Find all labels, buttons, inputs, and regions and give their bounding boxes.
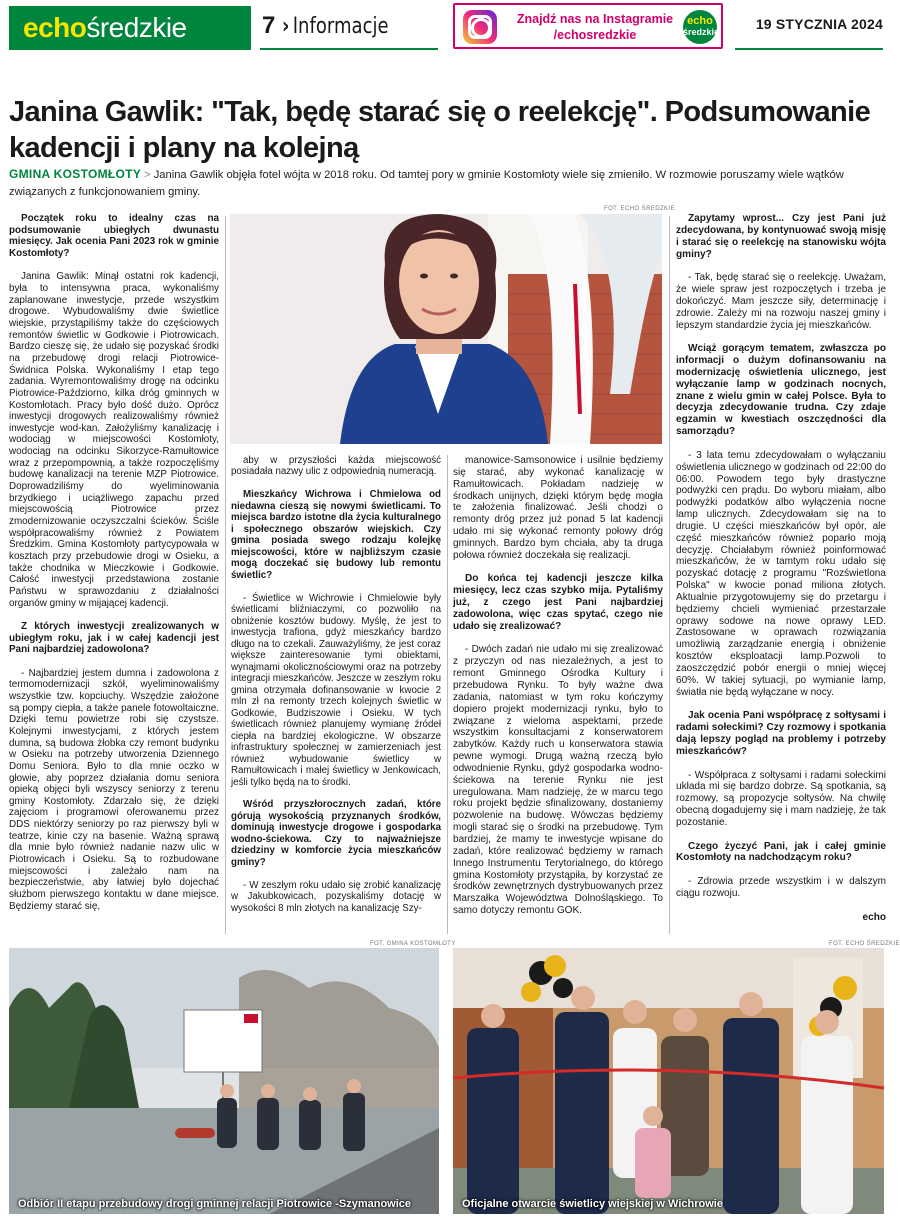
interview-question: Z których inwestycji zrealizowanych w ubiegłym roku, jak i w całej kadencji jest Pani najbardziej zadowolona? — [9, 620, 219, 656]
interview-question: Wciąż gorącym tematem, zwłaszcza po informacji o dużym dofinansowaniu na modernizację oświetlenia ulicznego, jest wyłączanie lamp w godzinach nocnych, znane z wielu gmin w całej Polsce. Była to decyzja zdecydowanie trudna. Czy zdaje egzamin w kwestiach oszczędności dla samorządu? — [676, 343, 886, 438]
section-label: Informacje — [292, 14, 389, 39]
header-rule-right — [735, 48, 883, 50]
interview-question: Początek roku to idealny czas na podsumowanie ubiegłych dwunastu miesięcy. Jak ocenia Pani 2023 rok w gminie Kostomłoty? — [9, 213, 219, 259]
interview-answer: - Dwóch zadań nie udało mi się zrealizować z przyczyn od nas niezależnych, a jest to remont Gminnego Ośrodka Kultury i przebudowa Rynku. To były ważne dwa zadania, natomiast w tym roku kończymy dopiero projekt modernizacji rynku, było to związane z wieloma aspektami, przede wszystkim konsultacjami z konserwatorem zabytków. Każdy ruch u konserwatora stawia pewne wymogi. Drugą ważną rzeczą było odwodnienie Rynku, gdyż gospodarka wodno-ściekowa na terenie Rynku nie jest uregulowana. Mam nadzieję, że w marcu tego roku projekt będzie sfinalizowany, dostaniemy pozwolenie na budowę. Wówczas będziemy mogli starać się o środki na przebudowę. Tym bardziej, że mamy te inwestycje wpisane do zadań, które realizować będziemy w ramach Innego Instrumentu Terytorialnego, do którego gmina Kostomłoty przystąpiła, by korzystać ze środków zewnętrznych dystrybuowanych przez Marszałka Województwa Dolnośląskiego. To samo dotyczy remontu GOK. — [453, 644, 663, 917]
chevron-right-icon: › — [282, 14, 290, 39]
interview-question: Jak ocenia Pani współpracę z sołtysami i radami sołeckimi? Czy rozmowy i spotkania dają lepszy pogląd na problemy i potrzeby mieszkańców? — [676, 710, 886, 757]
header-rule-left — [260, 48, 438, 50]
portrait-illustration — [230, 214, 662, 444]
instagram-text — [509, 11, 681, 43]
article-column-3 — [453, 455, 663, 929]
instagram-line1: Znajdź nas na Instagramie — [516, 12, 674, 26]
chevron-right-icon: > — [144, 169, 151, 181]
column-divider — [447, 455, 448, 934]
instagram-handle[interactable]: /echosredzkie — [553, 28, 637, 42]
hall-photo-caption: Oficjalne otwarcie świetlicy wiejskiej w Wichrowie — [462, 1198, 723, 1210]
road-illustration — [9, 948, 439, 1214]
interview-question: Do końca tej kadencji jeszcze kilka miesięcy, lecz czas szybko mija. Pytaliśmy już, z czego jest Pani najbardziej zadowolona, więc czas spytać, czego nie udało się zrealizować? — [453, 573, 663, 632]
hall-illustration — [453, 948, 884, 1214]
lead-text: Janina Gawlik objęła fotel wójta w 2018 roku. Od tamtej pory w gminie Kostomłoty wiele się zmieniło. W rozmowie poruszamy wiele wątków związanych z funkcjonowaniem gminy. — [9, 169, 844, 198]
interview-answer: - Tak, będę starać się o reelekcję. Uważam, że wiele spraw jest rozpoczętych i trzeba je dokończyć. Mam jeszcze siły, determinację i zdrowie. Zależy mi na rozwoju naszej gminy i lepszym standardzie życia jej mieszkańców. — [676, 272, 886, 331]
article-column-4 — [676, 213, 886, 935]
interview-answer: aby w przyszłości każda miejscowość posiadała nazwy ulic z odpowiednią numeracją. — [231, 455, 441, 478]
hall-photo — [453, 948, 884, 1214]
interview-answer: - Najbardziej jestem dumna i zadowolona z termomodernizacji szkół, wyeliminowaliśmy wszystkie tzw. kopciuchy. Wszędzie założone są pompy ciepła, a także panele fotowoltaiczne. Dzięki temu powietrze robi się czystsze. Kolejnymi inwestycjami, z których jestem dumna, są budowa żłobka czy remont budynku w Osieku na potrzeby utworzenia Dziennego Domu Seniora. Było to dla mnie oczko w głowie, aby poprzez działania domu seniora opieką objęci byli wszyscy seniorzy z terenu gminy Kostomłoty. Zdarzało się, że dzięki zajęciom i programowi oferowanemu przez DDS niektórzy seniorzy po raz pierwszy byli w teatrze, kinie czy na basenie. Ważną sprawą dla mnie było również nadanie nazw ulic w Piotrowicach i Osieku. Są to rozbudowane miejscowości i zależało nam na bezpieczeństwie, aby łatwiej było dojechać służbom pierwszego kontaktu w dane miejsce. Będziemy starać się, — [9, 667, 219, 912]
logo-echo: echo — [23, 12, 87, 43]
article-column-1 — [9, 213, 219, 924]
interview-answer: Janina Gawlik: Minął ostatni rok kadencji, była to intensywna praca, wykonaliśmy zaplanowane inwestycje, przede wszystkim drogowe. Wybudowaliśmy dwie świetlice wiejskie, przystąpiliśmy także do częściowych remontów świetlic w Godkowie i Piotrowicach. Bardzo cieszę się, że udało się pozyskać środki na przebudowę drogi relacji Piotrowice-Świdnica Polska. Wykonaliśmy I etap tego zadania. Wyremontowaliśmy drogę na odcinku Piotrowice-Paździorno, kilka dróg gminnych w Kostomłotach. Pracy było dość dużo. Oprócz inwestycji drogowych realizowaliśmy również inwestycje wod-kan. Założyliśmy kanalizację i wodociąg w miejscowości Kostomłoty, wodociąg na odcinku Sikorzyce-Ramułtowice wraz z przepompownią, a także rozpoczęliśmy budowę kanalizacji na terenie MZP Piotrowice. Doprowadziliśmy do wyeliminowania brzydkiego i uciążliwego zapachu przed miejscowością Piotrowice przez zmodernizowanie oczyszczalni ścieków. Ściśle współpracowaliśmy również z Powiatem Średzkim. Gmina Kostomłoty partycypowała w kosztach przy przebudowie drogi w Osieku, a także chodnika w Mieczkowie i Godkowie. Całość inwestycji przedstawiona zostanie Państwu w sprawozdaniu z działalności organów gminy w mijającej kadencji. — [9, 271, 219, 609]
road-photo-credit: FOT. GMINA KOSTOMŁOTY — [370, 941, 456, 947]
interview-answer: manowice-Samsonowice i usilnie będziemy się starać, aby wykonać kanalizację w Ramułtowicach. Pokładam nadzieję w środkach unijnych, dzięki którym będę mogła te założenia finalizować. Jeśli chodzi o remonty dróg przez już ponad 5 lat kadencji udało mi się wykonać remonty połowy dróg gminnych. Bardzo bym chciała, aby ta druga połowa również doczekała się realizacji. — [453, 455, 663, 561]
author-signature: echo — [862, 911, 886, 923]
page-number: 7 — [262, 12, 276, 39]
badge-bottom: średzkie — [683, 27, 720, 37]
interview-answer: - Współpraca z sołtysami i radami sołeckimi układa mi się bardzo dobrze. Są spotkania, są rozmowy, są propozycje sołtysów. Na chwilę obecną dogadujemy się i mam nadzieję, że tak pozostanie. — [676, 769, 886, 828]
interview-question: Mieszkańcy Wichrowa i Chmielowa od niedawna cieszą się nowymi świetlicami. To miejsca bardzo istotne dla życia kulturalnego i społecznego obszarów wiejskich. Czy gmina posiada swego rodzaju kolejkę miejscowości, które w najbliższym czasie mogą doczekać się budowy lub remontu świetlic? — [231, 489, 441, 581]
interview-answer: - 3 lata temu zdecydowałam o wyłączaniu oświetlenia ulicznego w godzinach od 22:00 do 06:00. Powodem tego były drastyczne podwyżki cen prądu. Do wyboru miałam, albo podwyżki podatków albo wyłączenia nocne lamp ulicznych. Zdecydowałam się na to drugie. U części mieszkańców był opór, ale część mieszkańców również poparło moją decyzję. Chciałabym również poinformować mieszkańców, że w tamtym roku udało się pozyskać dotację z programu "Rozświetlona Polska" w kwocie ponad miliona złotych. Aktualnie przygotowujemy się do przetargu i będziemy chcieli wymieniać przestarzałe oprawy sodowe na nowe oprawy LED. Zastosowane w oprawach rozwiązania umożliwią zarządzanie energią i obniżenie kosztów eksploatacji lamp.Pozwoli to zaoszczędzić pobór energii o mniej więcej 60%. W takiej sytuacji, po wymianie lamp, światła nie będą wyłączane w nocy. — [676, 449, 886, 698]
interview-answer: - Zdrowia przede wszystkim i w dalszym ciągu rozwoju. — [676, 876, 886, 899]
interview-question: Czego życzyć Pani, jak i całej gminie Kostomłoty na nadchodzącym roku? — [676, 840, 886, 864]
road-photo-caption: Odbiór II etapu przebudowy drogi gminnej relacji Piotrowice -Szymanowice — [18, 1198, 412, 1210]
interview-question: Wśród przyszłorocznych zadań, które górują wysokością przyznanych środków, dominują inwestycje drogowe i gospodarka wodno-ściekowa. Czy to najważniejsze dziedziny w komforcie życia mieszkańców gminy? — [231, 799, 441, 868]
hall-photo-credit: FOT. ECHO ŚREDZKIE — [829, 941, 900, 947]
road-photo — [9, 948, 439, 1214]
portrait-photo — [230, 214, 662, 444]
issue-date: 19 STYCZNIA 2024 — [755, 16, 883, 32]
article-column-2 — [231, 455, 441, 926]
badge-top: echo — [687, 15, 713, 27]
article-place: GMINA KOSTOMŁOTY — [9, 167, 142, 181]
portrait-credit: FOT. ECHO ŚREDZKIE — [604, 206, 675, 212]
interview-answer: - W zeszłym roku udało się zrobić kanalizację w Jakubkowicach, pozyskaliśmy dotację w wysokości 8 mln złotych na kanalizację Szy- — [231, 879, 441, 914]
article-title: Janina Gawlik: "Tak, będę starać się o reelekcję". Podsumowanie kadencji i plany na kolejną — [9, 96, 871, 164]
article-lead — [9, 166, 887, 201]
interview-answer: - Świetlice w Wichrowie i Chmielowie były świetlicami bliźniaczymi, co pozwoliło na obniżenie kosztów budowy. Myślę, że jest to inwestycja trafiona, gdyż mieszkańcy bardzo długo na to czekali. Zauważyliśmy, że jest coraz większe zainteresowanie tymi obiektami, wynajmami okolicznościowymi oraz na potrzeby integracji mieszkańców. Jeszcze w zeszłym roku gmina otrzymała dofinansowanie w kwocie 2 mln zł na remonty trzech kolejnych świetlic w Godkowie, Budziszowie i Osieku. W tych świetlicach również planujemy wymianę źródeł ciepła na bardziej ekologiczne. W obszarze infrastruktury społecznej w zamierzeniach jest również wybudowanie świetlicy w Ramułtowicach i małej świetlicy w Jenkowicach, jeśli tylko będą na to środki. — [231, 592, 441, 788]
logo-rest: średzkie — [86, 12, 187, 43]
page-header — [0, 0, 900, 56]
interview-question: Zapytamy wprost... Czy jest Pani już zdecydowana, by kontynuować swoją misję i starać się o reelekcję na stanowisku wójta gminy? — [676, 213, 886, 260]
instagram-banner[interactable] — [453, 3, 723, 49]
echo-sredzkie-logo[interactable] — [9, 6, 251, 50]
echo-badge-icon — [683, 10, 720, 44]
section-name — [282, 14, 389, 39]
instagram-icon — [463, 10, 497, 44]
column-divider — [669, 216, 670, 934]
column-divider — [225, 216, 226, 934]
